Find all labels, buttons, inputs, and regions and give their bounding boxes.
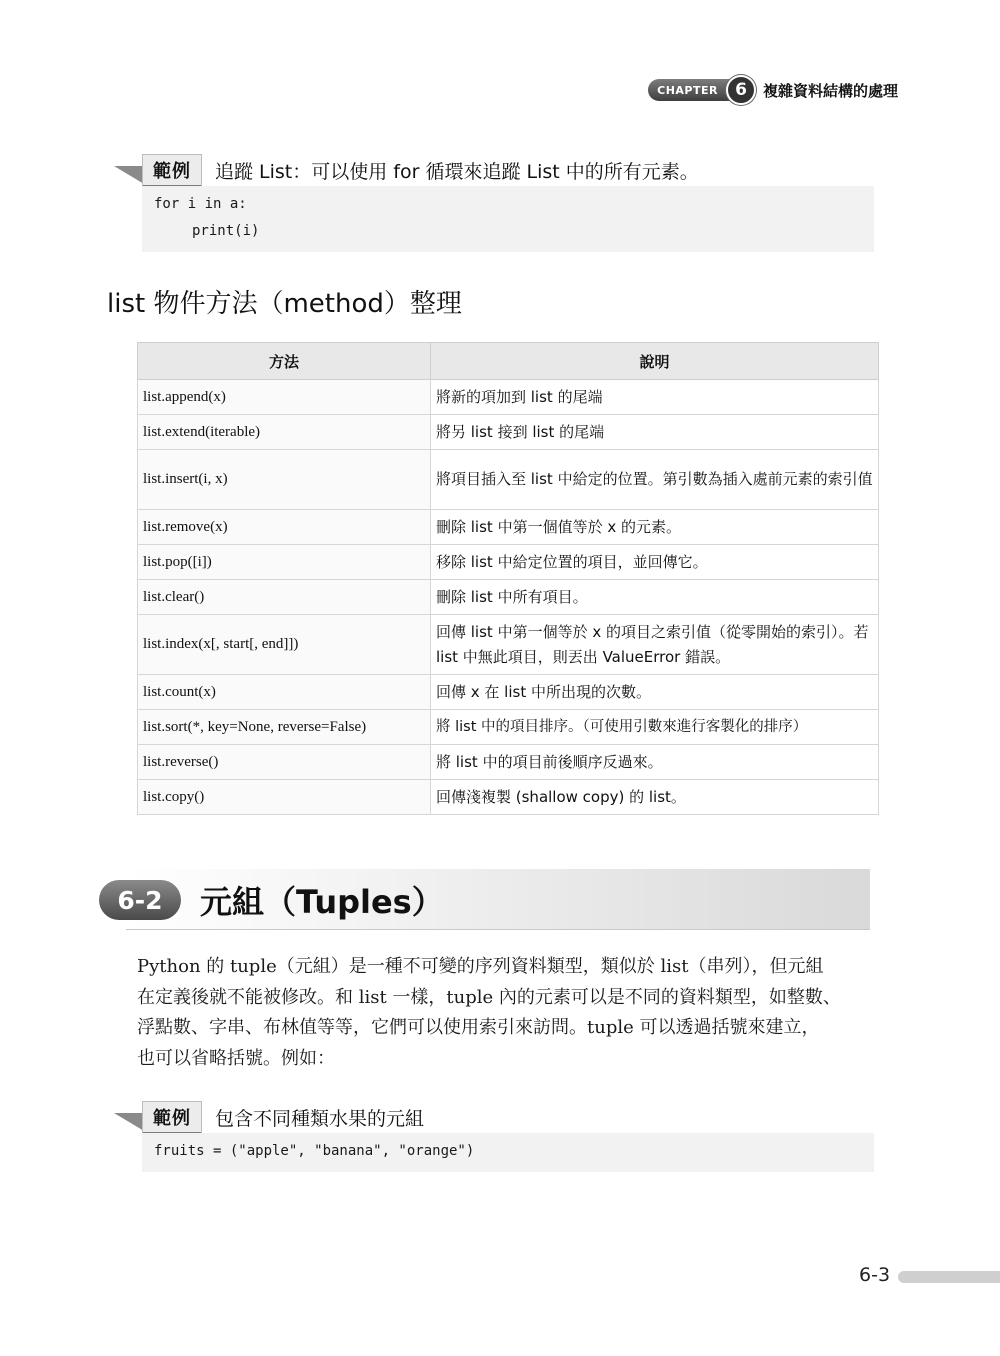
method-cell: list.append(x) [138, 380, 431, 415]
description-cell: 將另 list 接到 list 的尾端 [431, 415, 879, 450]
chapter-label: CHAPTER [648, 79, 748, 101]
method-cell: list.count(x) [138, 675, 431, 710]
method-cell: list.insert(i, x) [138, 450, 431, 510]
section-number-badge: 6-2 [99, 880, 181, 920]
method-cell: list.pop([i]) [138, 545, 431, 580]
chapter-number: 6 [726, 75, 756, 105]
example-1-caption: 追蹤 List：可以使用 for 循環來追蹤 List 中的所有元素。 [215, 161, 699, 183]
code-line: for i in a: [154, 196, 247, 212]
table-row [138, 415, 879, 450]
method-cell: list.extend(iterable) [138, 415, 431, 450]
code-line: print(i) [192, 223, 260, 239]
table-row [138, 510, 879, 545]
description-cell: 刪除 list 中第一個值等於 x 的元素。 [431, 510, 879, 545]
description-cell: 刪除 list 中所有項目。 [431, 580, 879, 615]
list-methods-table [137, 342, 879, 815]
paragraph-line: 在定義後就不能被修改。和 list 一樣，tuple 內的元素可以是不同的資料類型，如整數、 [137, 986, 841, 1008]
section-title: 元組（Tuples） [200, 883, 444, 921]
table-header-method: 方法 [138, 343, 431, 380]
description-cell: 回傳淺複製 (shallow copy) 的 list。 [431, 780, 879, 815]
paragraph-line: 浮點數、字串、布林值等等，它們可以使用索引來訪問。tuple 可以透過括號來建立， [137, 1017, 820, 1038]
chapter-title: 複雜資料結構的處理 [762, 81, 898, 100]
description-cell: 將新的項加到 list 的尾端 [431, 380, 879, 415]
method-cell: list.sort(*, key=None, reverse=False) [138, 710, 431, 745]
example-2-caption: 包含不同種類水果的元組 [215, 1108, 425, 1130]
method-cell: list.remove(x) [138, 510, 431, 545]
code-line: fruits = ("apple", "banana", "orange") [154, 1143, 475, 1159]
method-cell: list.reverse() [138, 745, 431, 780]
description-cell: 回傳 x 在 list 中所出現的次數。 [431, 675, 879, 710]
table-row [138, 450, 879, 510]
example-2-code [142, 1133, 874, 1172]
table-row [138, 380, 879, 415]
example-2-header [114, 1101, 874, 1135]
description-cell: 將項目插入至 list 中給定的位置。第引數為插入處前元素的索引值 [431, 450, 879, 510]
table-row [138, 745, 879, 780]
list-methods-heading: list 物件方法（method）整理 [107, 289, 462, 319]
table-header-row [138, 343, 879, 380]
example-1-label: 範例 [142, 154, 202, 188]
description-cell: 回傳 list 中第一個等於 x 的項目之索引值（從零開始的索引）。若 list 中無此項目，則丟出 ValueError 錯誤。 [431, 615, 879, 675]
table-row [138, 780, 879, 815]
tuple-intro-paragraph [137, 952, 875, 1074]
description-cell: 移除 list 中給定位置的項目，並回傳它。 [431, 545, 879, 580]
table-row [138, 615, 879, 675]
example-1-code [142, 186, 874, 252]
example-marker-icon [114, 1113, 144, 1131]
example-2-label: 範例 [142, 1101, 202, 1135]
table-row [138, 710, 879, 745]
chapter-header [648, 76, 898, 104]
paragraph-line: Python 的 tuple（元組）是一種不可變的序列資料類型，類似於 list（串列），但元組 [137, 956, 824, 977]
example-marker-icon [114, 166, 144, 184]
method-cell: list.index(x[, start[, end]]) [138, 615, 431, 675]
example-1-header [114, 154, 874, 188]
table-header-description: 說明 [431, 343, 879, 380]
table-row [138, 675, 879, 710]
table-row [138, 545, 879, 580]
method-cell: list.clear() [138, 580, 431, 615]
description-cell: 將 list 中的項目前後順序反過來。 [431, 745, 879, 780]
paragraph-line: 也可以省略括號。例如： [137, 1047, 335, 1069]
table-row [138, 580, 879, 615]
description-cell: 將 list 中的項目排序。（可使用引數來進行客製化的排序） [431, 710, 879, 745]
page-number-bar [898, 1271, 1000, 1283]
page-number: 6-3 [859, 1264, 891, 1286]
method-cell: list.copy() [138, 780, 431, 815]
